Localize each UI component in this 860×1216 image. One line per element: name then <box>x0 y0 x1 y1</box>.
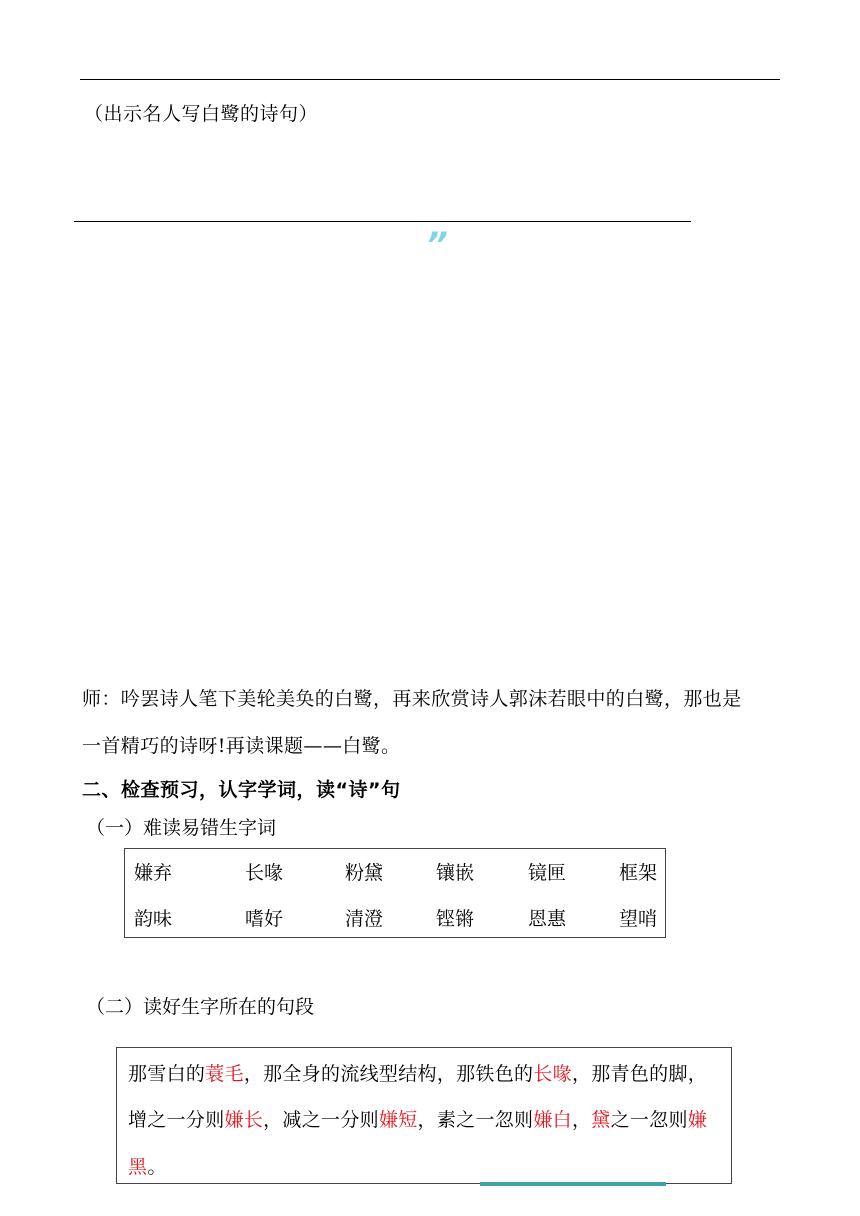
word-cell: 望哨 <box>619 908 658 930</box>
sentence-box <box>116 1047 732 1184</box>
word-cell: 韵味 <box>134 908 173 930</box>
word-table <box>124 848 666 938</box>
word-cell: 框架 <box>619 862 658 884</box>
answer-line <box>74 221 691 222</box>
word-cell: 粉黛 <box>345 862 384 884</box>
highlighted-word: 长喙 <box>533 1063 572 1085</box>
highlighted-word: 黑 <box>128 1156 148 1178</box>
sentence-text: ，减之一分则 <box>263 1109 379 1131</box>
word-cell: 清澄 <box>345 908 384 930</box>
accent-bar <box>480 1182 666 1186</box>
poem-note: （出示名人写白鹭的诗句） <box>84 103 319 125</box>
highlighted-word: 嫌白 <box>533 1109 572 1131</box>
sentence-text: 那雪白的 <box>128 1063 206 1085</box>
sentence-text: ，那青色的脚， <box>571 1063 708 1085</box>
word-cell: 镜匣 <box>528 862 567 884</box>
sentence-line-2 <box>128 1105 707 1132</box>
highlighted-word: 黛 <box>591 1109 611 1131</box>
sub-heading-sentences: （二）读好生字所在的句段 <box>86 996 315 1018</box>
top-rule <box>80 79 780 80</box>
word-cell: 嫌弃 <box>134 862 173 884</box>
word-cell: 嗜好 <box>245 908 284 930</box>
sentence-line-1 <box>128 1059 707 1086</box>
teacher-paragraph-line-1: 师：吟罢诗人笔下美轮美奂的白鹭，再来欣赏诗人郭沫若眼中的白鹭，那也是 <box>82 688 742 710</box>
sub-heading-words: （一）难读易错生字词 <box>86 817 277 839</box>
highlighted-word: 嫌短 <box>378 1109 418 1131</box>
sentence-text: ，素之一忽则 <box>417 1109 534 1131</box>
teacher-paragraph-line-2: 一首精巧的诗呀!再读课题——白鹭。 <box>82 735 401 757</box>
word-cell: 恩惠 <box>528 908 567 930</box>
word-cell: 铿锵 <box>436 908 475 930</box>
sentence-text: ， <box>571 1109 592 1131</box>
sentence-text: 增之一分则 <box>128 1109 225 1131</box>
section-heading: 二、检查预习，认字学词，读“诗”句 <box>82 779 401 801</box>
word-cell: 镶嵌 <box>436 862 475 884</box>
sentence-text: 。 <box>147 1156 167 1178</box>
highlighted-word: 蓑毛 <box>205 1063 244 1085</box>
highlighted-word: 嫌长 <box>224 1109 264 1131</box>
highlighted-word: 嫌 <box>687 1109 708 1131</box>
word-cell: 长喙 <box>245 862 284 884</box>
quote-mark: ” <box>426 225 448 265</box>
sentence-line-3 <box>128 1152 167 1179</box>
sentence-text: 之一忽则 <box>610 1109 688 1131</box>
sentence-text: ，那全身的流线型结构，那铁色的 <box>243 1063 534 1085</box>
